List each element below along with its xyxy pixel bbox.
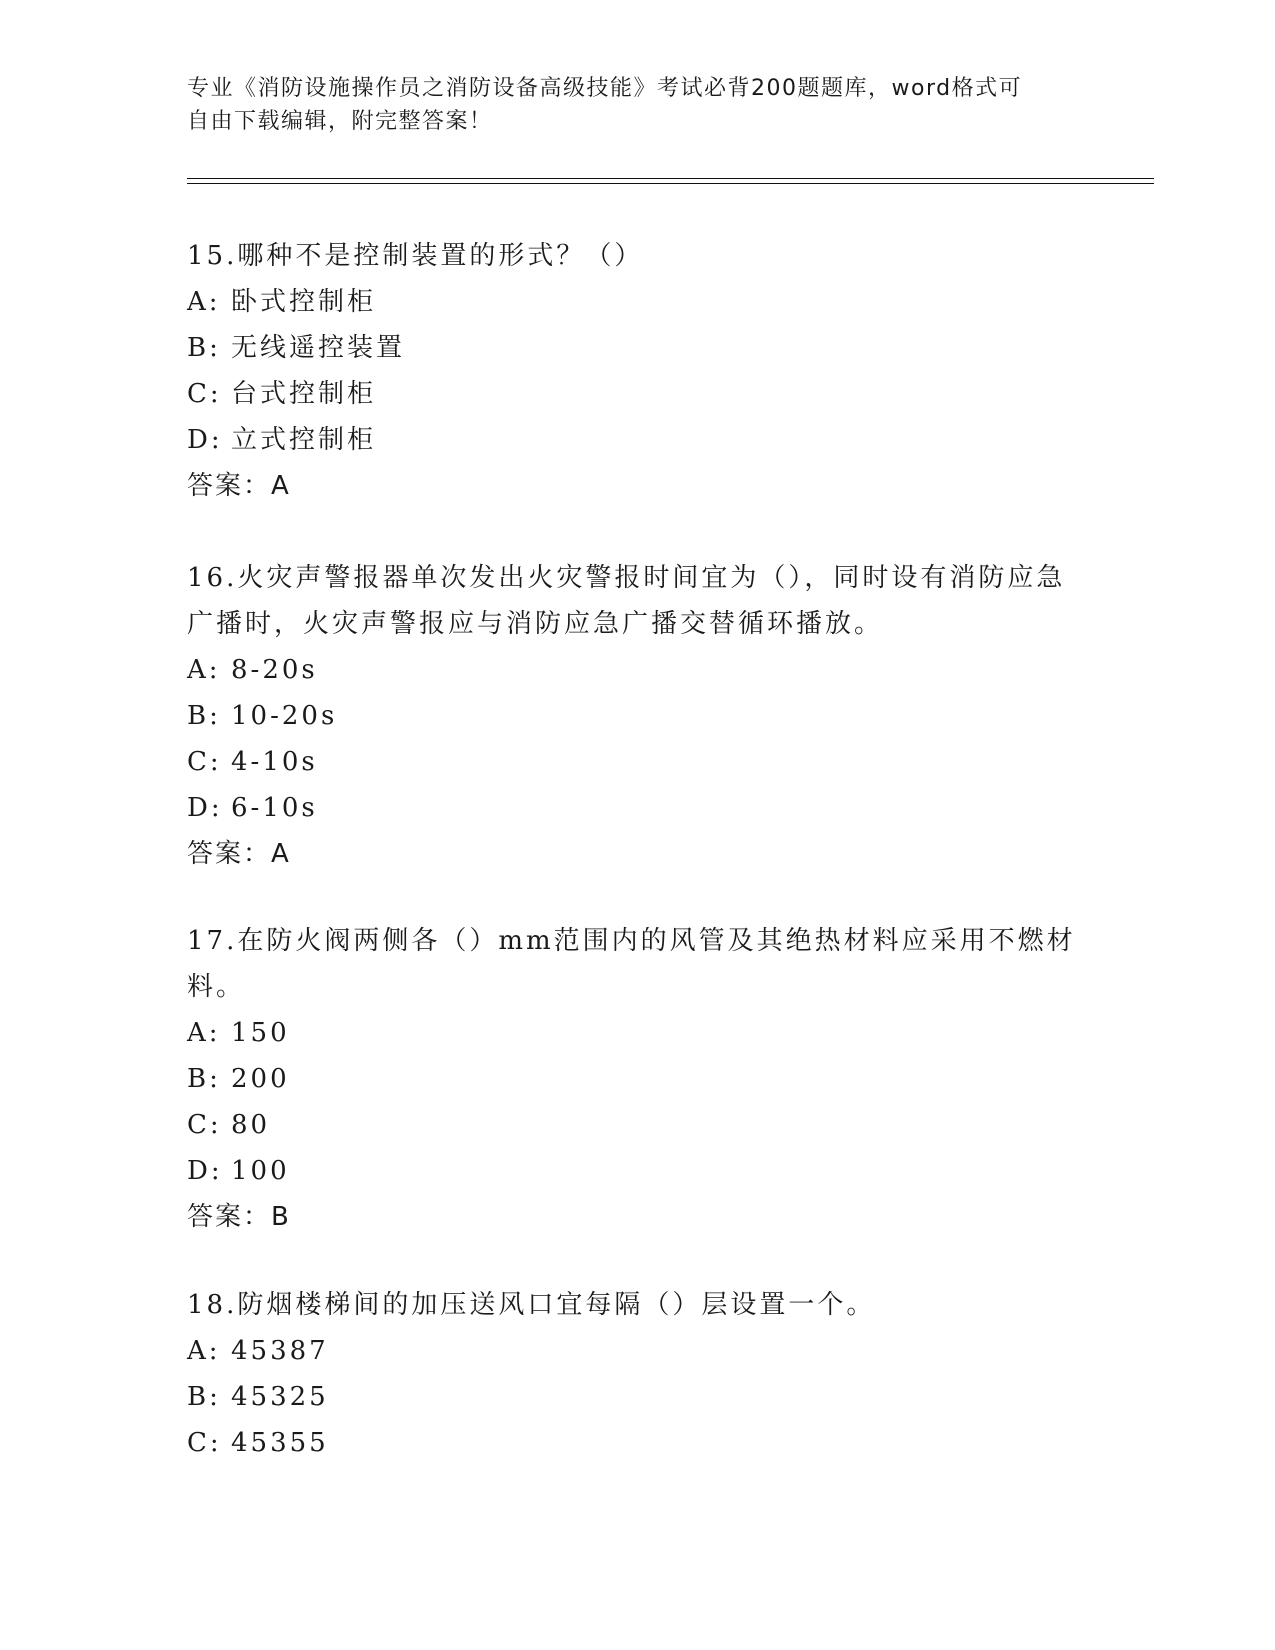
option-key: C:: [187, 1110, 222, 1140]
option-a: [187, 647, 1087, 693]
question-15: [187, 233, 1087, 509]
option-d: [187, 1148, 1087, 1194]
option-a: [187, 1010, 1087, 1056]
option-key: B:: [187, 333, 221, 363]
option-text: 立式控制柜: [231, 425, 377, 455]
option-d: [187, 417, 1087, 463]
option-text: 6-10s: [231, 793, 318, 823]
option-text: 台式控制柜: [231, 379, 377, 409]
option-key: B:: [187, 701, 221, 731]
option-key: A:: [187, 655, 221, 685]
option-text: 10-20s: [231, 701, 338, 731]
option-text: 80: [231, 1110, 271, 1140]
answer-line: 答案：B: [187, 1202, 291, 1232]
header-divider-top: [187, 178, 1154, 179]
option-text: 100: [231, 1156, 290, 1186]
option-c: [187, 1420, 1087, 1466]
option-key: A:: [187, 1018, 221, 1048]
option-key: D:: [187, 1156, 223, 1186]
option-text: 45387: [231, 1336, 329, 1366]
option-c: [187, 371, 1087, 417]
question-stem: 18.防烟楼梯间的加压送风口宜每隔（）层设置一个。: [187, 1290, 876, 1320]
answer-line: 答案：A: [187, 839, 291, 869]
option-key: B:: [187, 1382, 221, 1412]
question-17: [187, 918, 1087, 1240]
header-line-1: 专业《消防设施操作员之消防设备高级技能》考试必背200题题库，word格式可: [187, 76, 1023, 101]
option-text: 无线遥控装置: [231, 333, 406, 363]
option-text: 200: [231, 1064, 290, 1094]
option-b: [187, 1374, 1087, 1420]
option-b: [187, 693, 1087, 739]
option-key: A:: [187, 287, 221, 317]
option-text: 4-10s: [231, 747, 318, 777]
question-stem: 15.哪种不是控制装置的形式？（）: [187, 241, 644, 271]
option-c: [187, 1102, 1087, 1148]
option-c: [187, 739, 1087, 785]
document-header: [187, 72, 1067, 138]
answer-line: 答案：A: [187, 471, 291, 501]
question-16: [187, 555, 1087, 877]
option-key: A:: [187, 1336, 221, 1366]
option-a: [187, 279, 1087, 325]
option-key: D:: [187, 425, 223, 455]
option-key: B:: [187, 1064, 221, 1094]
option-text: 45325: [231, 1382, 329, 1412]
option-text: 卧式控制柜: [231, 287, 377, 317]
question-stem: 16.火灾声警报器单次发出火灾警报时间宜为（），同时设有消防应急广播时，火灾声警报应与消防应急广播交替循环播放。: [187, 563, 1066, 639]
option-text: 150: [231, 1018, 290, 1048]
option-key: C:: [187, 1428, 222, 1458]
option-a: [187, 1328, 1087, 1374]
option-key: C:: [187, 747, 222, 777]
header-line-2: 自由下载编辑，附完整答案！: [187, 109, 493, 134]
option-b: [187, 1056, 1087, 1102]
question-18: [187, 1282, 1087, 1466]
option-text: 8-20s: [231, 655, 318, 685]
question-stem: 17.在防火阀两侧各（）mm范围内的风管及其绝热材料应采用不燃材料。: [187, 926, 1076, 1002]
option-d: [187, 785, 1087, 831]
option-b: [187, 325, 1087, 371]
option-key: C:: [187, 379, 222, 409]
option-text: 45355: [231, 1428, 329, 1458]
header-divider-bottom: [187, 183, 1154, 184]
option-key: D:: [187, 793, 223, 823]
